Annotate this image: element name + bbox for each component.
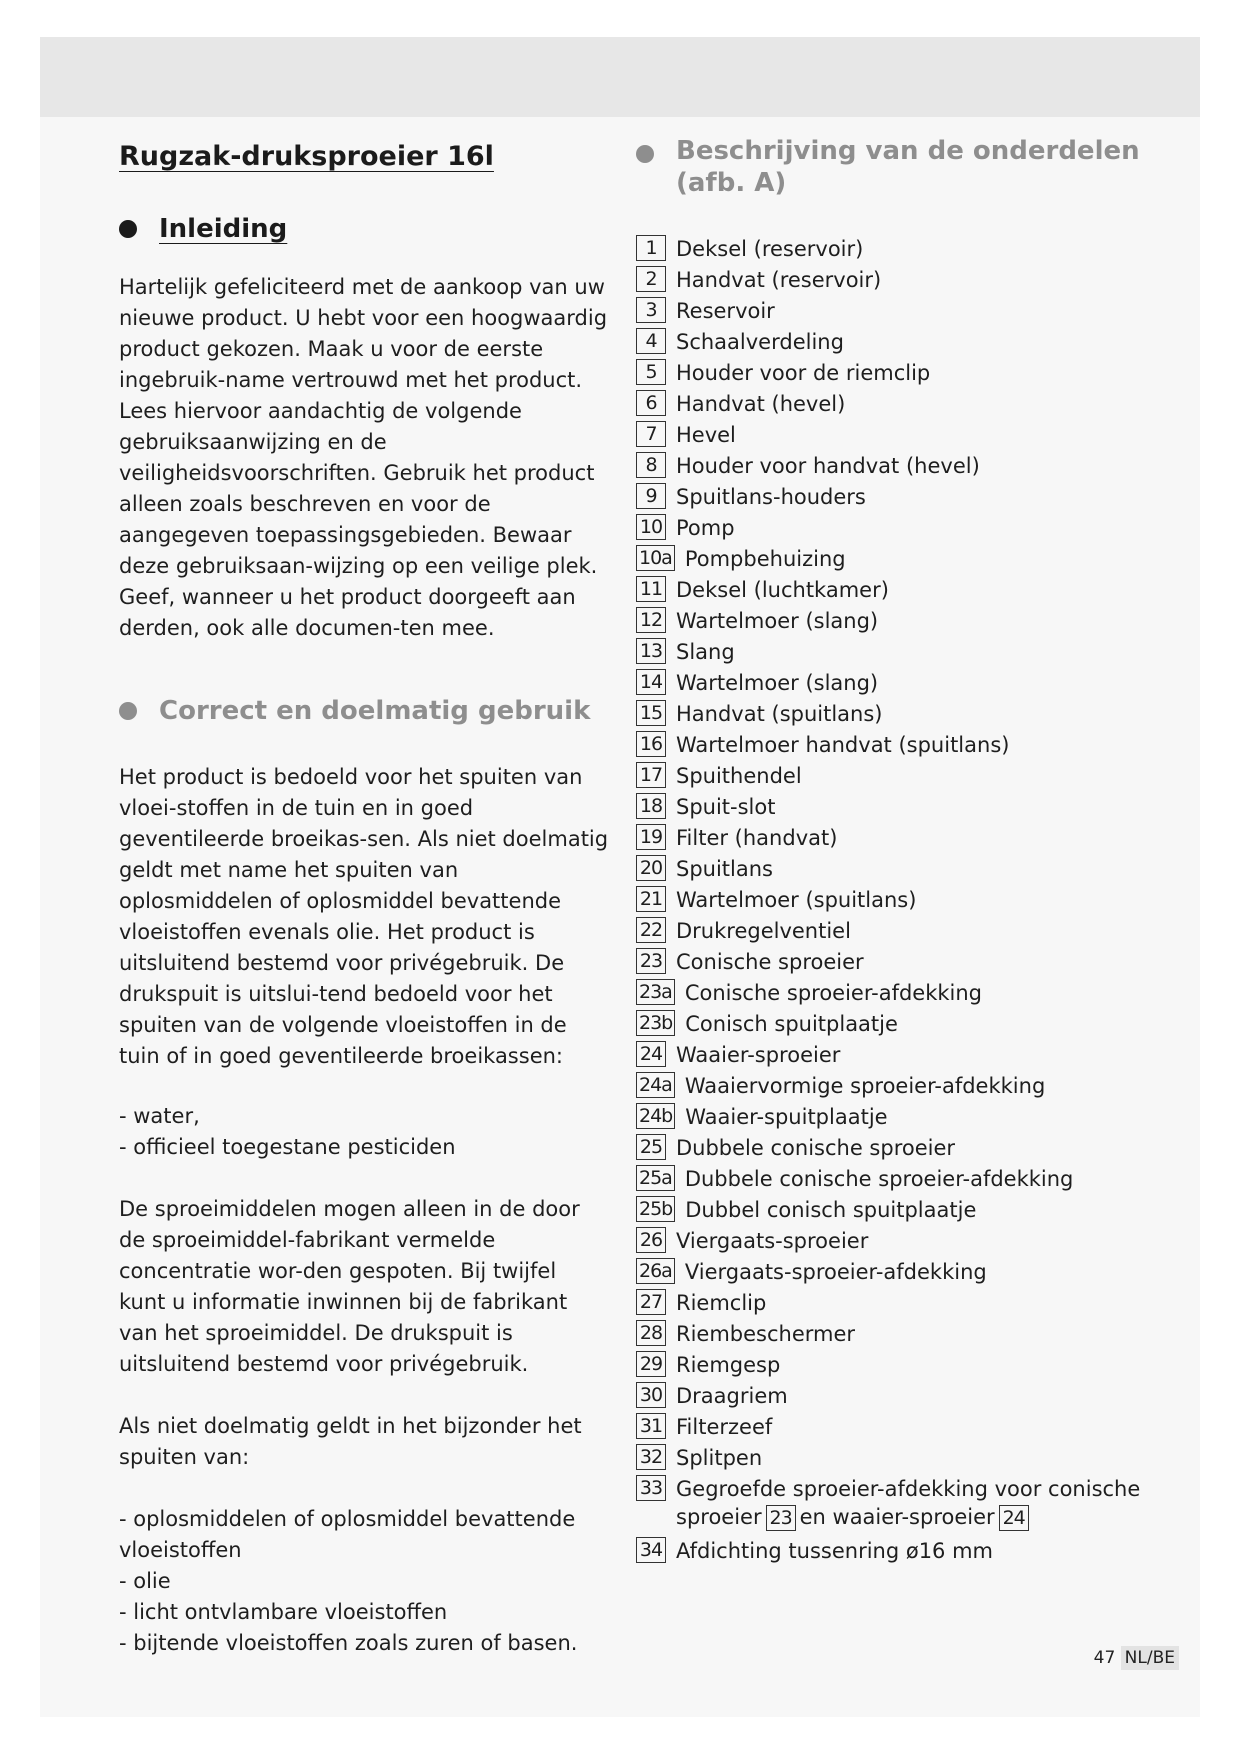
heading-label: Correct en doelmatig gebruik bbox=[159, 696, 591, 726]
part-label: Dubbele conische sproeier bbox=[676, 1136, 956, 1160]
part-label: Viergaats-sproeier bbox=[676, 1229, 869, 1253]
part-label: Pomp bbox=[676, 516, 735, 540]
part-label: Dubbel conisch spuitplaatje bbox=[685, 1198, 977, 1222]
section-heading-inleiding bbox=[119, 214, 609, 244]
part-item bbox=[636, 514, 1156, 545]
part-number: 7 bbox=[636, 421, 666, 447]
part-label: Riembeschermer bbox=[676, 1322, 856, 1346]
part-item bbox=[636, 1351, 1156, 1382]
part-number: 34 bbox=[636, 1537, 666, 1563]
part-label: Afdichting tussenring ø16 mm bbox=[676, 1539, 994, 1563]
part-item bbox=[636, 824, 1156, 855]
page-number: 47 bbox=[1093, 1648, 1116, 1668]
part-item bbox=[636, 297, 1156, 328]
list-item: - water, bbox=[119, 1104, 200, 1128]
part-item bbox=[636, 576, 1156, 607]
part-number: 6 bbox=[636, 390, 666, 416]
bullet-icon bbox=[636, 145, 654, 163]
part-label: Waaiervormige sproeier-afdekking bbox=[684, 1074, 1046, 1098]
part-33-line2a: sproeier bbox=[676, 1505, 762, 1529]
part-item bbox=[636, 1165, 1156, 1196]
list-item: - licht ontvlambare vloeistoffen bbox=[119, 1600, 448, 1624]
part-number: 10a bbox=[636, 545, 675, 571]
forbidden-fluids-list bbox=[119, 1504, 609, 1659]
part-label: Splitpen bbox=[676, 1446, 763, 1470]
part-number: 23a bbox=[636, 979, 675, 1005]
part-number: 1 bbox=[636, 235, 666, 261]
part-item bbox=[636, 1134, 1156, 1165]
part-label: Filterzeef bbox=[676, 1415, 773, 1439]
part-number: 30 bbox=[636, 1382, 666, 1408]
part-number: 5 bbox=[636, 359, 666, 385]
part-label: Spuithendel bbox=[676, 764, 802, 788]
part-item bbox=[636, 1413, 1156, 1444]
part-number: 19 bbox=[636, 824, 666, 850]
part-number: 14 bbox=[636, 669, 666, 695]
part-number: 13 bbox=[636, 638, 666, 664]
part-label: Conische sproeier bbox=[676, 950, 864, 974]
part-label: Wartelmoer handvat (spuitlans) bbox=[676, 733, 1010, 757]
part-item bbox=[636, 669, 1156, 700]
part-ref-24: 24 bbox=[999, 1505, 1029, 1531]
part-item bbox=[636, 917, 1156, 948]
part-label: Handvat (hevel) bbox=[676, 392, 846, 416]
part-item bbox=[636, 948, 1156, 979]
part-number: 27 bbox=[636, 1289, 666, 1315]
left-column bbox=[119, 135, 609, 1659]
part-item bbox=[636, 421, 1156, 452]
part-item bbox=[636, 762, 1156, 793]
part-item bbox=[636, 855, 1156, 886]
part-number: 8 bbox=[636, 452, 666, 478]
allowed-fluids-list bbox=[119, 1101, 609, 1163]
part-item bbox=[636, 1103, 1156, 1134]
part-number: 25 bbox=[636, 1134, 666, 1160]
document-title: Rugzak-druksproeier 16l bbox=[119, 141, 494, 172]
heading-label: Inleiding bbox=[159, 214, 288, 244]
part-number: 29 bbox=[636, 1351, 666, 1377]
part-label: Wartelmoer (slang) bbox=[676, 609, 879, 633]
part-item bbox=[636, 1010, 1156, 1041]
part-label: Conisch spuitplaatje bbox=[685, 1012, 898, 1036]
part-item bbox=[636, 390, 1156, 421]
part-ref-23: 23 bbox=[766, 1505, 796, 1531]
improper-use-paragraph: Als niet doelmatig geldt in het bijzonder het spuiten van: bbox=[119, 1414, 582, 1469]
part-item bbox=[636, 700, 1156, 731]
list-item: - olie bbox=[119, 1569, 171, 1593]
part-number: 31 bbox=[636, 1413, 666, 1439]
part-number: 24b bbox=[636, 1103, 675, 1129]
part-number: 3 bbox=[636, 297, 666, 323]
part-label: Draagriem bbox=[676, 1384, 788, 1408]
part-number: 11 bbox=[636, 576, 666, 602]
part-item bbox=[636, 483, 1156, 514]
part-label: Houder voor handvat (hevel) bbox=[676, 454, 980, 478]
part-label: Riemgesp bbox=[676, 1353, 781, 1377]
part-item bbox=[636, 1072, 1156, 1103]
part-item bbox=[636, 731, 1156, 762]
part-number: 4 bbox=[636, 328, 666, 354]
part-label: Reservoir bbox=[676, 299, 775, 323]
part-label: Riemclip bbox=[676, 1291, 767, 1315]
part-number: 18 bbox=[636, 793, 666, 819]
part-item bbox=[636, 793, 1156, 824]
part-label: Dubbele conische sproeier-afdekking bbox=[684, 1167, 1074, 1191]
part-33-line2b: en waaier-sproeier bbox=[799, 1505, 995, 1529]
part-item-34 bbox=[636, 1537, 1156, 1568]
list-item: - oplosmiddelen of oplosmiddel bevattende vloeistoffen bbox=[119, 1507, 576, 1562]
part-number: 15 bbox=[636, 700, 666, 726]
part-number: 33 bbox=[636, 1475, 666, 1501]
page-footer bbox=[1094, 1648, 1179, 1668]
part-label: Schaalverdeling bbox=[676, 330, 844, 354]
part-label: Waaier-spuitplaatje bbox=[685, 1105, 888, 1129]
part-33-line1: Gegroefde sproeier-afdekking voor conische bbox=[676, 1477, 1141, 1501]
part-number: 24a bbox=[636, 1072, 675, 1098]
part-label: Spuitlans-houders bbox=[676, 485, 866, 509]
part-item bbox=[636, 359, 1156, 390]
part-label: Drukregelventiel bbox=[676, 919, 851, 943]
part-number: 25b bbox=[636, 1196, 675, 1222]
part-item bbox=[636, 266, 1156, 297]
language-code: NL/BE bbox=[1121, 1646, 1179, 1670]
part-item bbox=[636, 1320, 1156, 1351]
part-item bbox=[636, 1382, 1156, 1413]
parts-list bbox=[636, 235, 1156, 1568]
part-label: Hevel bbox=[676, 423, 736, 447]
part-number: 25a bbox=[636, 1165, 675, 1191]
part-number: 28 bbox=[636, 1320, 666, 1346]
part-item bbox=[636, 1444, 1156, 1475]
part-item bbox=[636, 1196, 1156, 1227]
part-number: 9 bbox=[636, 483, 666, 509]
right-column bbox=[636, 135, 1156, 1568]
part-label: Pompbehuizing bbox=[684, 547, 846, 571]
part-item bbox=[636, 452, 1156, 483]
part-label: Wartelmoer (spuitlans) bbox=[676, 888, 917, 912]
intro-paragraph: Hartelijk gefeliciteerd met de aankoop van uw nieuwe product. U hebt voor een hoogwaardig product gekozen. Maak u voor de eerste ingebruik-name vertrouwd met het product. Lees hiervoor aandachtig de volgende gebruiksaanwijzing en de veiligheidsvoorschriften. Gebruik het product alleen zoals beschreven en voor de aangegeven toepassingsgebieden. Bewaar deze gebruiksaan-wijzing op een veilige plek. Geef, wanneer u het product doorgeeft aan derden, ook alle documen-ten mee. bbox=[119, 275, 608, 640]
part-label: Wartelmoer (slang) bbox=[676, 671, 879, 695]
part-item bbox=[636, 1041, 1156, 1072]
heading-label: Beschrijving van de onderdelen (afb. A) bbox=[676, 136, 1140, 198]
header-band bbox=[40, 37, 1200, 117]
part-item bbox=[636, 545, 1156, 576]
part-label: Conische sproeier-afdekking bbox=[684, 981, 983, 1005]
part-label: Waaier-sproeier bbox=[676, 1043, 841, 1067]
list-item: - officieel toegestane pesticiden bbox=[119, 1135, 456, 1159]
part-item bbox=[636, 607, 1156, 638]
part-number: 22 bbox=[636, 917, 666, 943]
part-number: 26a bbox=[636, 1258, 675, 1284]
part-item bbox=[636, 328, 1156, 359]
part-label: Slang bbox=[676, 640, 735, 664]
part-item bbox=[636, 1289, 1156, 1320]
part-label: Deksel (luchtkamer) bbox=[676, 578, 889, 602]
part-label: Houder voor de riemclip bbox=[676, 361, 931, 385]
part-number: 23b bbox=[636, 1010, 675, 1036]
concentration-paragraph: De sproeimiddelen mogen alleen in de door de sproeimiddel-fabrikant vermelde concentratie wor-den gespoten. Bij twijfel kunt u informatie inwinnen bij de fabrikant van het sproeimiddel. De drukspuit is uitsluitend bestemd voor privégebruik. bbox=[119, 1197, 580, 1376]
part-item bbox=[636, 638, 1156, 669]
part-number: 26 bbox=[636, 1227, 666, 1253]
part-number: 10 bbox=[636, 514, 666, 540]
part-item-33 bbox=[636, 1475, 1156, 1537]
part-label bbox=[676, 1475, 1156, 1531]
section-heading-correct-gebruik bbox=[119, 696, 609, 726]
part-item bbox=[636, 235, 1156, 266]
part-number: 20 bbox=[636, 855, 666, 881]
part-item bbox=[636, 1227, 1156, 1258]
part-item bbox=[636, 886, 1156, 917]
part-number: 16 bbox=[636, 731, 666, 757]
part-number: 32 bbox=[636, 1444, 666, 1470]
usage-paragraph: Het product is bedoeld voor het spuiten van vloei-stoffen in de tuin en in goed geventileerde broeikas-sen. Als niet doelmatig geldt met name het spuiten van oplosmiddelen of oplosmiddel bevattende vloeistoffen evenals olie. Het product is uitsluitend bestemd voor privégebruik. De drukspuit is uitslui-tend bedoeld voor het spuiten van de volgende vloeistoffen in de tuin of in goed geventileerde broeikassen: bbox=[119, 765, 609, 1068]
part-label: Spuitlans bbox=[676, 857, 773, 881]
part-item bbox=[636, 1258, 1156, 1289]
part-item bbox=[636, 979, 1156, 1010]
part-label: Deksel (reservoir) bbox=[676, 237, 864, 261]
list-item: - bijtende vloeistoffen zoals zuren of basen. bbox=[119, 1631, 578, 1655]
part-label: Handvat (spuitlans) bbox=[676, 702, 883, 726]
part-number: 23 bbox=[636, 948, 666, 974]
part-number: 12 bbox=[636, 607, 666, 633]
part-label: Filter (handvat) bbox=[676, 826, 838, 850]
bullet-icon bbox=[119, 702, 137, 720]
part-label: Spuit-slot bbox=[676, 795, 776, 819]
part-number: 17 bbox=[636, 762, 666, 788]
part-label: Viergaats-sproeier-afdekking bbox=[684, 1260, 987, 1284]
part-number: 2 bbox=[636, 266, 666, 292]
section-heading-beschrijving bbox=[636, 135, 1156, 199]
part-number: 21 bbox=[636, 886, 666, 912]
part-label: Handvat (reservoir) bbox=[676, 268, 882, 292]
bullet-icon bbox=[119, 220, 137, 238]
part-number: 24 bbox=[636, 1041, 666, 1067]
